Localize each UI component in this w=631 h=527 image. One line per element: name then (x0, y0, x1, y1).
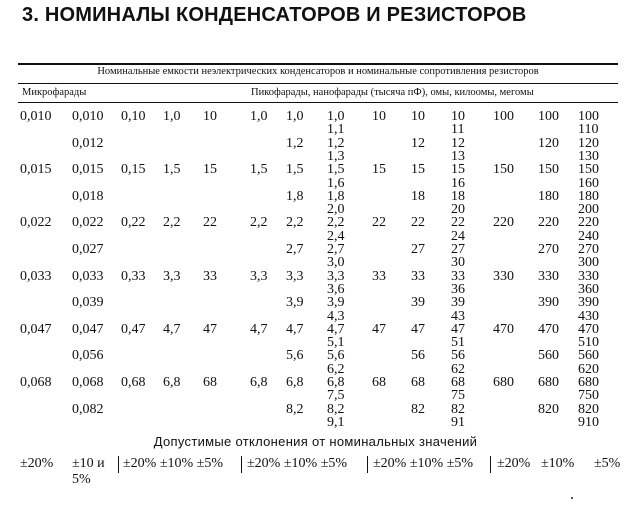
table-cell: 5,1 (327, 335, 345, 351)
table-cell: 0,012 (72, 135, 104, 151)
table-cell: 8,2 (327, 401, 345, 417)
table-cell: 1,1 (327, 122, 345, 138)
table-cell: 1,2 (286, 135, 304, 151)
table-cell: 1,5 (250, 162, 268, 178)
table-cell: 150 (538, 162, 559, 178)
table-cell: 330 (578, 268, 599, 284)
table-cell: 470 (578, 321, 599, 337)
table-cell: 39 (411, 295, 425, 311)
table-cell: 4,3 (327, 308, 345, 324)
table-cell: 680 (493, 375, 514, 390)
table-cell: 1,6 (327, 175, 345, 191)
table-cell: 3,3 (327, 268, 345, 284)
table-header-rule (18, 102, 618, 103)
table-cell: 150 (578, 162, 599, 178)
table-cell: 0,068 (20, 375, 52, 390)
table-cell: 0,056 (72, 348, 104, 364)
table-cell: 0,033 (72, 268, 104, 284)
table-cell: 240 (578, 228, 599, 244)
table-cell: 68 (451, 375, 465, 390)
table-cell: 27 (451, 242, 465, 257)
table-cell: 1,3 (327, 148, 345, 164)
table-cell: 12 (451, 135, 465, 151)
table-cell: 2,7 (286, 242, 304, 257)
table-cell: 0,018 (72, 188, 104, 204)
table-cell: 15 (203, 162, 217, 178)
table-cell: 1,5 (163, 162, 181, 178)
table-cell: 0,039 (72, 295, 104, 311)
table-cell: 1,0 (327, 109, 345, 124)
table-caption-rule (18, 83, 618, 84)
table-cell: 1,5 (327, 162, 345, 178)
table-cell: 3,3 (250, 268, 268, 284)
table-cell: 1,0 (250, 109, 268, 124)
table-cell: 3,9 (286, 295, 304, 311)
scan-speck (571, 497, 573, 499)
table-cell: 39 (451, 295, 465, 311)
table-cell: 3,3 (286, 268, 304, 284)
table-cell: 560 (578, 348, 599, 364)
table-cell: 3,0 (327, 255, 345, 271)
table-cell: 750 (578, 388, 599, 404)
table-cell: 1,8 (327, 188, 345, 204)
table-cell: 390 (578, 295, 599, 311)
tolerance-divider (367, 456, 368, 473)
table-cell: 0,082 (72, 401, 104, 417)
table-cell: 0,015 (20, 162, 52, 178)
table-cell: 160 (578, 175, 599, 191)
table-cell: 5,6 (327, 348, 345, 364)
table-cell: 47 (203, 321, 217, 337)
table-cell: 4,7 (250, 321, 268, 337)
table-cell: 68 (372, 375, 386, 390)
table-cell: 10 (451, 109, 465, 124)
table-cell: 270 (578, 242, 599, 257)
table-cell: 100 (538, 109, 559, 124)
table-cell: 130 (578, 148, 599, 164)
table-cell: 120 (578, 135, 599, 151)
table-cell: 4,7 (327, 321, 345, 337)
table-cell: 2,4 (327, 228, 345, 244)
table-cell: 7,5 (327, 388, 345, 404)
table-cell: 47 (451, 321, 465, 337)
table-cell: 2,2 (286, 215, 304, 231)
table-cell: 27 (411, 242, 425, 257)
table-cell: 110 (578, 122, 599, 138)
table-cell: 75 (451, 388, 465, 404)
table-cell: 15 (451, 162, 465, 178)
table-cell: 0,010 (72, 109, 104, 124)
table-cell: 5,6 (286, 348, 304, 364)
tolerance-g4: ±20% ±10% ±5% (373, 456, 474, 471)
table-cell: 68 (411, 375, 425, 390)
table-cell: 620 (578, 361, 599, 377)
table-cell: 0,010 (20, 109, 52, 124)
table-cell: 47 (372, 321, 386, 337)
table-cell: 12 (411, 135, 425, 151)
tolerance-divider (241, 456, 242, 473)
table-cell: 13 (451, 148, 465, 164)
table-cell: 30 (451, 255, 465, 271)
table-cell: 820 (578, 401, 599, 417)
table-cell: 910 (578, 414, 599, 430)
tolerance-title: Допустимые отклонения от номинальных значений (153, 434, 478, 449)
table-cell: 270 (538, 242, 559, 257)
table-cell: 470 (538, 321, 559, 337)
table-cell: 1,0 (286, 109, 304, 124)
table-cell: 6,8 (163, 375, 181, 390)
table-cell: 2,2 (250, 215, 268, 231)
page-title: 3. НОМИНАЛЫ КОНДЕНСАТОРОВ И РЕЗИСТОРОВ (22, 4, 527, 26)
table-cell: 3,9 (327, 295, 345, 311)
table-cell: 0,10 (121, 109, 146, 124)
table-cell: 16 (451, 175, 465, 191)
table-cell: 0,022 (20, 215, 52, 231)
table-cell: 680 (578, 375, 599, 390)
table-cell: 56 (451, 348, 465, 364)
table-cell: 680 (538, 375, 559, 390)
table-cell: 1,8 (286, 188, 304, 204)
header-microfarads: Микрофарады (22, 87, 87, 98)
table-cell: 0,22 (121, 215, 146, 231)
tolerance-divider (118, 456, 119, 473)
table-cell: 0,47 (121, 321, 146, 337)
table-cell: 2,0 (327, 202, 345, 218)
tolerance-g1-a: ±20% (20, 456, 54, 471)
table-cell: 220 (493, 215, 514, 231)
table-cell: 2,2 (163, 215, 181, 231)
table-cell: 360 (578, 281, 599, 297)
table-cell: 10 (411, 109, 425, 124)
table-cell: 11 (451, 122, 465, 138)
tolerance-divider (490, 456, 491, 473)
tolerance-g1-b: ±10 и (72, 456, 105, 471)
table-cell: 91 (451, 414, 465, 430)
table-cell: 330 (538, 268, 559, 284)
table-cell: 56 (411, 348, 425, 364)
table-cell: 22 (411, 215, 425, 231)
table-cell: 100 (493, 109, 514, 124)
table-cell: 22 (203, 215, 217, 231)
table-cell: 22 (372, 215, 386, 231)
table-cell: 0,022 (72, 215, 104, 231)
tolerance-g5-a: ±20% (497, 456, 531, 471)
table-cell: 470 (493, 321, 514, 337)
table-cell: 180 (578, 188, 599, 204)
table-caption: Номинальные емкости неэлектрических конденсаторов и номинальные сопротивления резисторов (97, 66, 539, 77)
table-cell: 0,047 (72, 321, 104, 337)
table-cell: 150 (493, 162, 514, 178)
tolerance-g3: ±20% ±10% ±5% (247, 456, 348, 471)
table-cell: 22 (451, 215, 465, 231)
table-cell: 220 (538, 215, 559, 231)
table-cell: 0,68 (121, 375, 146, 390)
table-cell: 62 (451, 361, 465, 377)
tolerance-g2: ±20% ±10% ±5% (123, 456, 224, 471)
table-cell: 6,2 (327, 361, 345, 377)
table-cell: 120 (538, 135, 559, 151)
table-cell: 4,7 (286, 321, 304, 337)
table-cell: 100 (578, 109, 599, 124)
table-cell: 220 (578, 215, 599, 231)
table-cell: 4,7 (163, 321, 181, 337)
tolerance-g5-c: ±5% (594, 456, 621, 471)
table-cell: 36 (451, 281, 465, 297)
table-cell: 820 (538, 401, 559, 417)
table-cell: 330 (493, 268, 514, 284)
table-cell: 24 (451, 228, 465, 244)
table-cell: 0,15 (121, 162, 146, 178)
table-cell: 10 (372, 109, 386, 124)
table-cell: 33 (411, 268, 425, 284)
table-cell: 2,7 (327, 242, 345, 257)
table-cell: 2,2 (327, 215, 345, 231)
table-top-rule (18, 63, 618, 65)
tolerance-g5-b: ±10% (541, 456, 575, 471)
table-cell: 0,33 (121, 268, 146, 284)
table-cell: 6,8 (286, 375, 304, 390)
table-cell: 33 (451, 268, 465, 284)
table-cell: 510 (578, 335, 599, 351)
table-cell: 0,027 (72, 242, 104, 257)
table-cell: 0,047 (20, 321, 52, 337)
table-cell: 33 (203, 268, 217, 284)
table-cell: 15 (372, 162, 386, 178)
table-cell: 1,2 (327, 135, 345, 151)
table-cell: 18 (451, 188, 465, 204)
table-cell: 33 (372, 268, 386, 284)
table-cell: 390 (538, 295, 559, 311)
table-cell: 0,033 (20, 268, 52, 284)
table-cell: 68 (203, 375, 217, 390)
tolerance-g1-c: 5% (72, 472, 91, 487)
table-cell: 9,1 (327, 414, 345, 430)
table-cell: 300 (578, 255, 599, 271)
table-cell: 43 (451, 308, 465, 324)
table-cell: 180 (538, 188, 559, 204)
table-cell: 3,6 (327, 281, 345, 297)
table-cell: 18 (411, 188, 425, 204)
table-cell: 430 (578, 308, 599, 324)
table-cell: 15 (411, 162, 425, 178)
table-cell: 1,5 (286, 162, 304, 178)
table-cell: 3,3 (163, 268, 181, 284)
table-cell: 82 (451, 401, 465, 417)
table-cell: 82 (411, 401, 425, 417)
table-cell: 47 (411, 321, 425, 337)
table-cell: 0,015 (72, 162, 104, 178)
table-cell: 51 (451, 335, 465, 351)
table-cell: 6,8 (250, 375, 268, 390)
table-cell: 20 (451, 202, 465, 218)
table-cell: 1,0 (163, 109, 181, 124)
table-cell: 560 (538, 348, 559, 364)
table-cell: 10 (203, 109, 217, 124)
table-cell: 6,8 (327, 375, 345, 390)
table-cell: 200 (578, 202, 599, 218)
header-picofarads: Пикофарады, нанофарады (тысяча пФ), омы, килоомы, мегомы (251, 87, 534, 98)
table-cell: 8,2 (286, 401, 304, 417)
table-cell: 0,068 (72, 375, 104, 390)
